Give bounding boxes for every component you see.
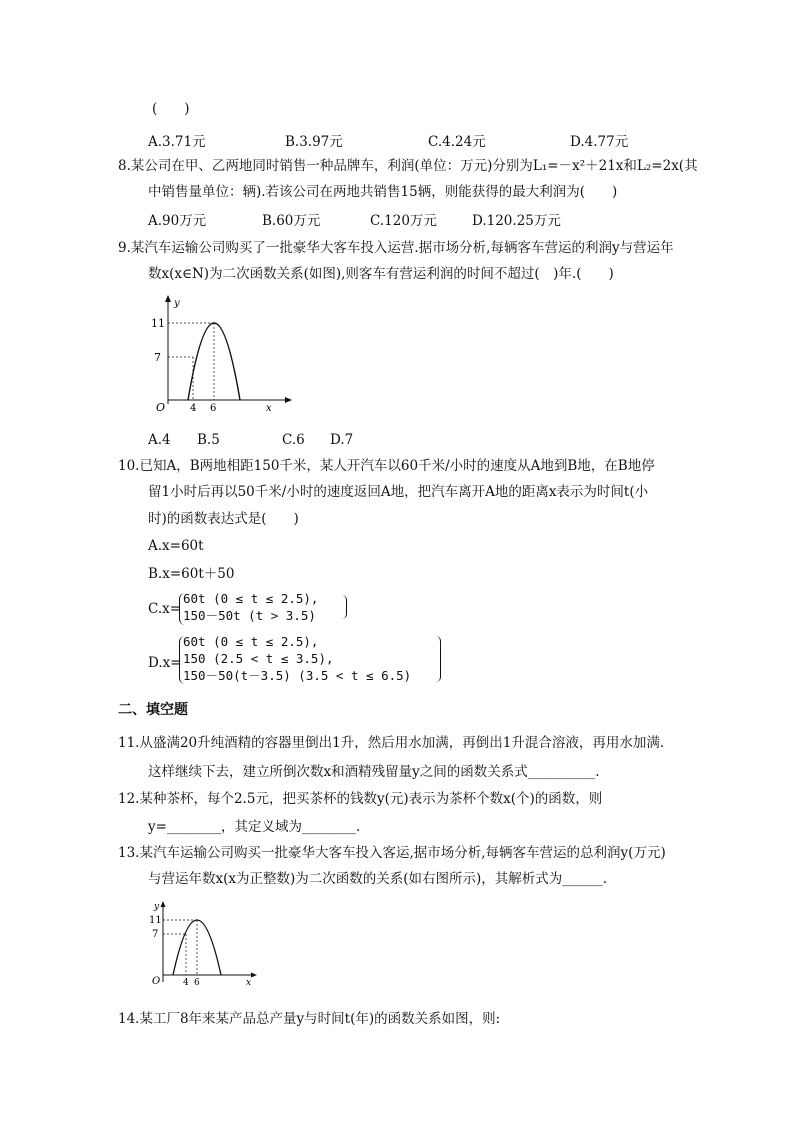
- q8-option-b: B.60万元: [262, 213, 321, 229]
- q13-line-1: 13.某汽车运输公司购买一批豪华大客车投入客运,据市场分析,每辆客车营运的总利润y(万元): [118, 845, 666, 861]
- q9-tick-7: 7: [154, 351, 161, 364]
- q9-option-b: B.5: [197, 432, 220, 448]
- q8-option-d: D.120.25万元: [472, 213, 561, 229]
- q7-option-d: D.4.77元: [570, 134, 629, 150]
- q13-tick-6: 6: [194, 978, 200, 988]
- q10-option-c-row-1: 60t (0 ≤ t ≤ 2.5),: [183, 591, 319, 606]
- q9-line-1: 9.某汽车运输公司购买了一批豪华大客车投入运营.据市场分析,每辆客车营运的利润y与营运年: [118, 240, 674, 256]
- q7-option-c: C.4.24元: [428, 134, 486, 150]
- q10-option-c-row-2: 150－50t (t > 3.5): [183, 608, 316, 623]
- q11-line-2: 这样继续下去，建立所倒次数x和酒精残留量y之间的函数关系式__________.: [148, 764, 600, 780]
- q9-y-label: y: [174, 298, 180, 309]
- q13-x-arrow: [251, 973, 257, 978]
- q8-option-a: A.90万元: [148, 213, 207, 229]
- q8-line-1: 8.某公司在甲、乙两地同时销售一种品牌车，利润(单位：万元)分别为L₁=－x²＋21x和L₂=2x(其: [118, 158, 698, 174]
- q13-tick-11: 11: [149, 915, 162, 926]
- q13-tick-7: 7: [152, 929, 159, 940]
- section-heading-fill-in: 二、填空题: [118, 702, 188, 718]
- q9-parabola-graph: [148, 292, 298, 417]
- q9-x-label: x: [266, 403, 272, 414]
- q10-line-1: 10.已知A，B两地相距150千米，某人开汽车以60千米/小时的速度从A地到B地，在B地停: [118, 458, 655, 474]
- q9-x-arrow: [285, 397, 292, 403]
- q13-line-2: 与营运年数x(x为正整数)为二次函数的关系(如右图所示)，其解析式为______.: [148, 871, 608, 887]
- q9-tick-6: 6: [210, 403, 217, 414]
- q13-parabola-graph: [143, 898, 263, 990]
- q10-option-c-right-bracket: [342, 595, 347, 619]
- q11-line-1: 11.从盛满20升纯酒精的容器里倒出1升，然后用水加满，再倒出1升混合溶液，再用水加满.: [118, 735, 665, 751]
- q10-line-2: 留1小时后再以50千米/小时的速度返回A地，把汽车离开A地的距离x表示为时间t(小: [148, 484, 649, 500]
- q7-option-a: A.3.71元: [148, 134, 206, 150]
- q9-line-2: 数x(x∈N)为二次函数关系(如图),则客车有营运利润的时间不超过( )年.( ): [148, 266, 614, 282]
- q14-line-1: 14.某工厂8年来某产品总产量y与时间t(年)的函数关系如图，则:: [118, 1011, 501, 1027]
- q10-option-d-right-bracket: [436, 636, 441, 682]
- q9-option-d: D.7: [330, 432, 354, 448]
- q13-y-label: y: [154, 902, 160, 912]
- q7-option-b: B.3.97元: [285, 134, 343, 150]
- q10-option-d-row-2: 150 (2.5 < t ≤ 3.5),: [183, 651, 334, 666]
- q10-option-d-row-3: 150－50(t－3.5) (3.5 < t ≤ 6.5): [183, 668, 412, 683]
- q10-option-b: B.x=60t＋50: [148, 566, 235, 582]
- q13-tick-4: 4: [183, 978, 189, 988]
- q12-line-1: 12.某种茶杯，每个2.5元，把买茶杯的钱数y(元)表示为茶杯个数x(个)的函数，则: [118, 791, 603, 807]
- q13-x-label: x: [246, 978, 252, 988]
- q9-y-arrow: [165, 295, 171, 302]
- q10-option-d-label: D.x=: [148, 655, 182, 671]
- q10-option-d-row-1: 60t (0 ≤ t ≤ 2.5),: [183, 634, 319, 649]
- q12-line-2: y=________，其定义域为________.: [148, 819, 361, 835]
- q10-line-3: 时)的函数表达式是( ): [148, 511, 299, 527]
- q9-option-a: A.4: [148, 432, 171, 448]
- q9-tick-4: 4: [190, 403, 197, 414]
- q13-y-arrow: [161, 901, 166, 907]
- q13-origin: O: [152, 976, 161, 987]
- q10-option-c-label: C.x=: [148, 601, 182, 617]
- q9-origin: O: [156, 401, 166, 414]
- q9-option-c: C.6: [282, 432, 305, 448]
- q9-tick-11: 11: [151, 317, 165, 330]
- q7-answer-paren: ( ): [152, 101, 190, 117]
- q10-option-a: A.x=60t: [148, 538, 204, 554]
- q8-line-2: 中销售量单位：辆).若该公司在两地共销售15辆，则能获得的最大利润为( ): [148, 184, 618, 200]
- q8-option-c: C.120万元: [370, 213, 437, 229]
